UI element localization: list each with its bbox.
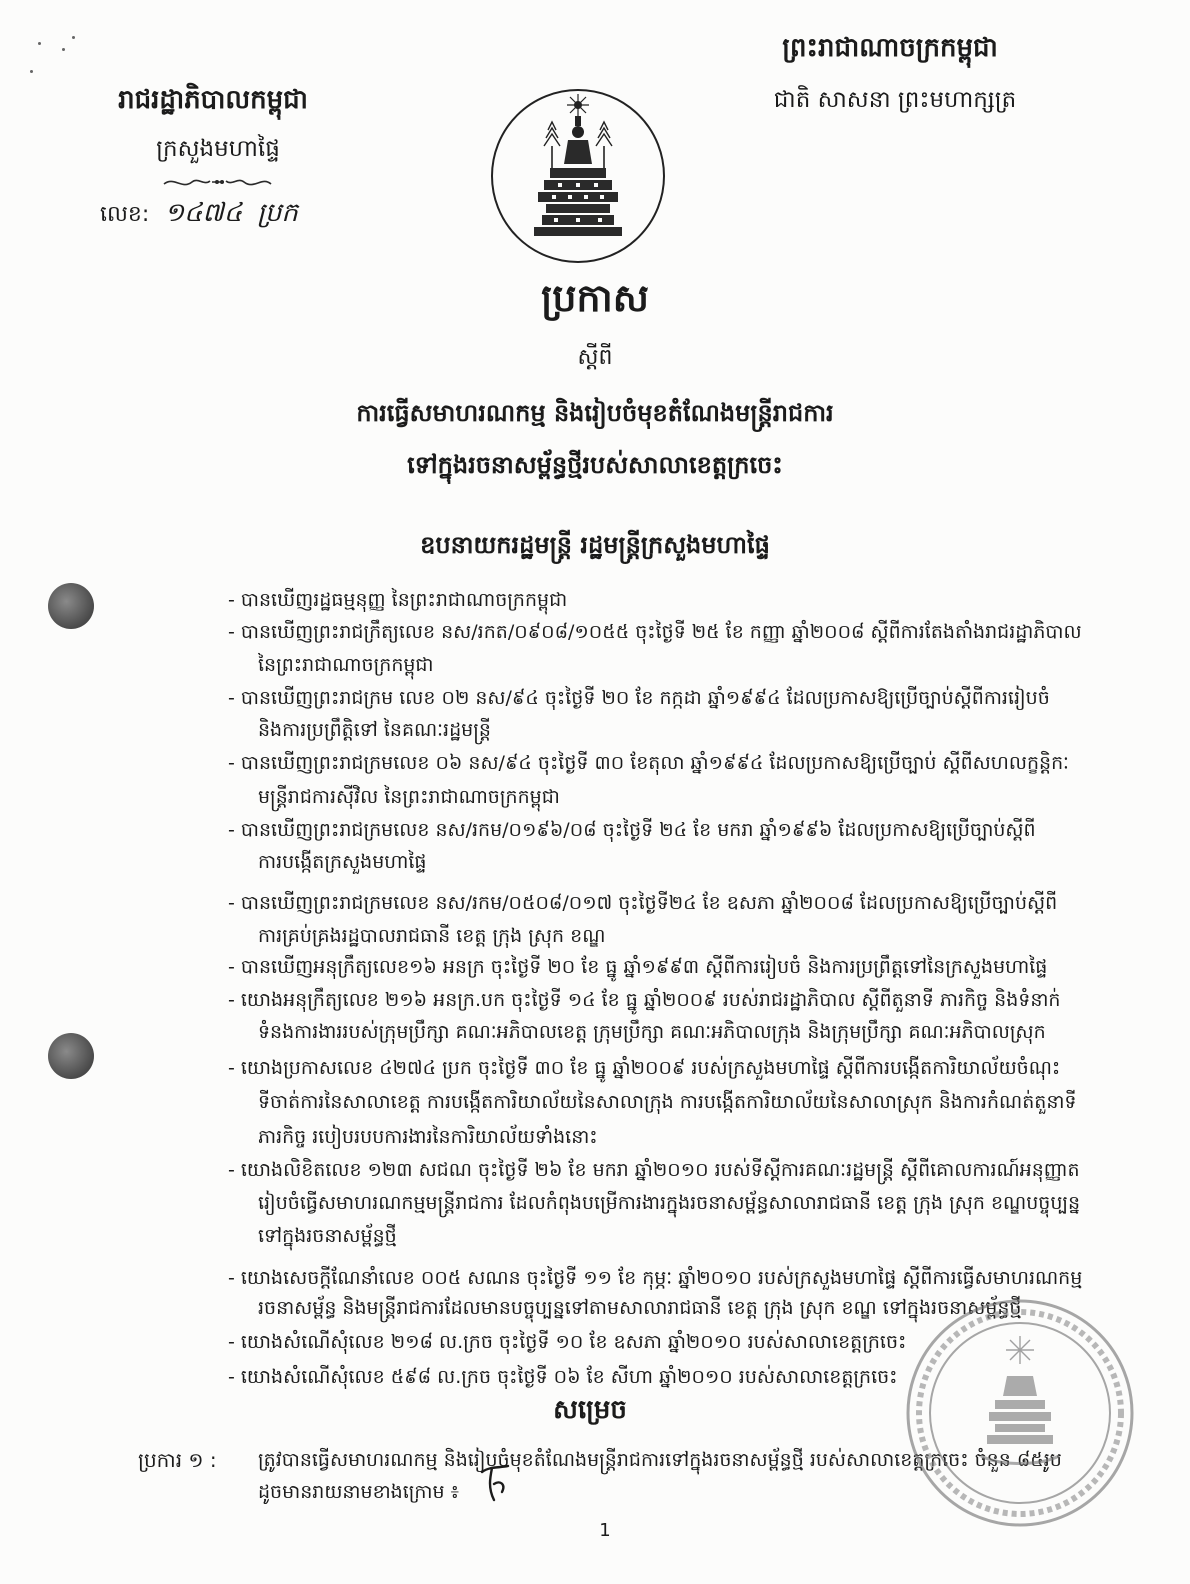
- reference-label: លេខ:: [100, 202, 150, 227]
- kingdom-heading: ព្រះរាជាណាចក្រកម្ពុជា: [782, 33, 998, 63]
- scan-speck: [62, 48, 65, 51]
- scan-speck: [38, 42, 41, 45]
- about-label: ស្តីពី: [577, 345, 613, 370]
- consideration-line: ការបង្កើតក្រសួងមហាផ្ទៃ: [258, 851, 427, 873]
- consideration-line: ការគ្រប់គ្រងរដ្ឋបាលរាជធានី ខេត្ត ក្រុង ស្រុក ខណ្ឌ: [258, 925, 606, 947]
- punch-hole-icon: [48, 1033, 94, 1079]
- document-type-title: ប្រកាស: [541, 276, 649, 320]
- consideration-line: - បានឃើញព្រះរាជក្រមលេខ នស/រកម/០១៩៦/០៨ ចុះថ្ងៃទី ២៤ ខែ មករា ឆ្នាំ១៩៩៦ ដែលប្រកាសឱ្យប្រើច្បាប់ស្តីពី: [228, 819, 1036, 841]
- subject-line-2: ទៅក្នុងរចនាសម្ព័ន្ធថ្មីរបស់សាលាខេត្តក្រចេះ: [407, 451, 783, 479]
- consideration-line: ទំនងការងាររបស់ក្រុមប្រឹក្សា គណៈអភិបាលខេត្ត ក្រុមប្រឹក្សា គណៈអភិបាលក្រុង និងក្រុមប្រឹក្សា គណៈអភិបាលស្រុក: [258, 1021, 1046, 1043]
- consideration-line: មន្ត្រីរាជការស៊ីវិល នៃព្រះរាជាណាចក្រកម្ពុជា: [258, 786, 560, 808]
- article-line: ដូចមានរាយនាមខាងក្រោម ៖: [258, 1481, 459, 1503]
- scan-speck: [30, 70, 33, 73]
- page-number: 1: [599, 1520, 611, 1541]
- article-line: ត្រូវបានធ្វើសមាហរណកម្ម និងរៀបចំមុខតំណែងមន្ត្រីរាជការទៅក្នុងរចនាសម្ព័ន្ធថ្មី របស់សាលាខេត្តក្រចេះ ចំនួន ៨៥រូប: [258, 1449, 1062, 1471]
- punch-hole-icon: [48, 583, 94, 629]
- consideration-line: - បានឃើញព្រះរាជក្រឹត្យលេខ នស/រកត/០៩០៨/១០៥៥ ចុះថ្ងៃទី ២៥ ខែ កញ្ញា ឆ្នាំ២០០៨ ស្តីពីការតែងតាំងរាជរដ្ឋាភិបាល: [228, 621, 1082, 643]
- consideration-line: - យោងប្រកាសលេខ ៤២៧៤ ប្រក ចុះថ្ងៃទី ៣០ ខែ ធ្នូ ឆ្នាំ២០០៩ របស់ក្រសួងមហាផ្ទៃ ស្តីពីការបង្កើតការិយាល័យចំណុះ: [228, 1057, 1061, 1079]
- consideration-line: - យោងលិខិតលេខ ១២៣ សជណ ចុះថ្ងៃទី ២៦ ខែ មករា ឆ្នាំ២០១០ របស់ទីស្តីការគណៈរដ្ឋមន្ត្រី ស្តីពីគោលការណ៍អនុញ្ញាត: [228, 1159, 1080, 1181]
- consideration-line: និងការប្រព្រឹត្តិទៅ នៃគណៈរដ្ឋមន្ត្រី: [258, 719, 491, 741]
- ministry-heading: ក្រសួងមហាផ្ទៃ: [156, 136, 280, 162]
- issuer-heading: ឧបនាយករដ្ឋមន្ត្រី រដ្ឋមន្ត្រីក្រសួងមហាផ្ទៃ: [420, 531, 770, 559]
- subject-line-1: ការធ្វើសមាហរណកម្ម និងរៀបចំមុខតំណែងមន្ត្រីរាជការ: [356, 399, 834, 427]
- consideration-line: ភារកិច្ច របៀបរបបការងារនៃការិយាល័យទាំងនោះ: [258, 1126, 598, 1148]
- handwritten-initial-icon: [478, 1462, 514, 1504]
- reference-suffix: ប្រក: [257, 198, 298, 228]
- consideration-line: - បានឃើញព្រះរាជក្រមលេខ នស/រកម/០៥០៨/០១៧ ចុះថ្ងៃទី២៤ ខែ ឧសភា ឆ្នាំ២០០៨ ដែលប្រកាសឱ្យប្រើច្បាប់ស្តីពី: [228, 892, 1058, 914]
- consideration-line: - យោងសេចក្តីណែនាំលេខ ០០៥ សណន ចុះថ្ងៃទី ១១ ខែ កុម្ភៈ ឆ្នាំ២០១០ របស់ក្រសួងមហាផ្ទៃ ស្តីពីការធ្វើសមាហរណកម្ម: [228, 1267, 1083, 1289]
- consideration-line: រៀបចំធ្វើសមាហរណកម្មមន្ត្រីរាជការ ដែលកំពុងបម្រើការងារក្នុងរចនាសម្ព័ន្ធសាលារាជធានី ខេត្ត ក្រុង ស្រុក ខណ្ឌបច្ចុប្បន្ន: [258, 1192, 1081, 1214]
- consideration-line: រចនាសម្ព័ន្ធ និងមន្ត្រីរាជការដែលមានបច្ចុប្បន្នទៅតាមសាលារាជធានី ខេត្ត ក្រុង ស្រុក ខណ្ឌ ទៅក្នុងរចនាសម្ព័ន្ធថ្មី: [258, 1297, 1022, 1319]
- national-motto: ជាតិ សាសនា ព្រះមហាក្សត្រ: [773, 87, 1017, 113]
- consideration-line: ទៅក្នុងរចនាសម្ព័ន្ធថ្មី: [258, 1225, 397, 1247]
- government-heading: រាជរដ្ឋាភិបាលកម្ពុជា: [118, 85, 308, 115]
- scan-speck: [72, 36, 75, 39]
- consideration-line: - យោងសំណើសុំលេខ ៥៩៨ ល.ក្រច ចុះថ្ងៃទី ០៦ ខែ សីហា ឆ្នាំ២០១០ របស់សាលាខេត្តក្រចេះ: [228, 1366, 898, 1388]
- ornament-flourish-icon: [160, 172, 275, 192]
- consideration-line: - បានឃើញរដ្ឋធម្មនុញ្ញ នៃព្រះរាជាណាចក្រកម្ពុជា: [228, 589, 568, 611]
- consideration-line: ទីចាត់ការនៃសាលាខេត្ត ការបង្កើតការិយាល័យនៃសាលាក្រុង ការបង្កើតការិយាល័យនៃសាលាស្រុក និងការកំណត់តួនាទី: [258, 1091, 1077, 1113]
- royal-emblem-icon: [488, 86, 668, 266]
- decision-heading: សម្រេច: [553, 1395, 627, 1425]
- consideration-line: នៃព្រះរាជាណាចក្រកម្ពុជា: [258, 654, 434, 676]
- consideration-line: - បានឃើញព្រះរាជក្រម លេខ ០២ នស/៩៤ ចុះថ្ងៃទី ២០ ខែ កក្កដា ឆ្នាំ១៩៩៤ ដែលប្រកាសឱ្យប្រើច្បាប់ស្តីពីការរៀបចំ: [228, 687, 1050, 709]
- consideration-line: - យោងសំណើសុំលេខ ២១៨ ល.ក្រច ចុះថ្ងៃទី ១០ ខែ ឧសភា ឆ្នាំ២០១០ របស់សាលាខេត្តក្រចេះ: [228, 1331, 907, 1353]
- article-label: ប្រការ ១ :: [138, 1448, 217, 1472]
- consideration-line: - បានឃើញអនុក្រឹត្យលេខ១៦ អនក្រ ចុះថ្ងៃទី ២០ ខែ ធ្នូ ឆ្នាំ១៩៩៣ ស្តីពីការរៀបចំ និងការប្រព្រឹត្តទៅនៃក្រសួងមហាផ្ទៃ: [228, 956, 1048, 978]
- consideration-line: - យោងអនុក្រឹត្យលេខ ២១៦ អនក្រ.បក ចុះថ្ងៃទី ១៤ ខែ ធ្នូ ឆ្នាំ២០០៩ របស់រាជរដ្ឋាភិបាល ស្តីពីតួនាទី ភារកិច្ច និងទំនាក់: [228, 989, 1061, 1011]
- consideration-line: - បានឃើញព្រះរាជក្រមលេខ ០៦ នស/៩៤ ចុះថ្ងៃទី ៣០ ខែតុលា ឆ្នាំ១៩៩៤ ដែលប្រកាសឱ្យប្រើច្បាប់ ស្តីពីសហលក្ខន្តិកៈ: [228, 752, 1069, 774]
- reference-handwritten-number: ១៤៧៤: [164, 198, 243, 228]
- reference-number: [100, 195, 360, 233]
